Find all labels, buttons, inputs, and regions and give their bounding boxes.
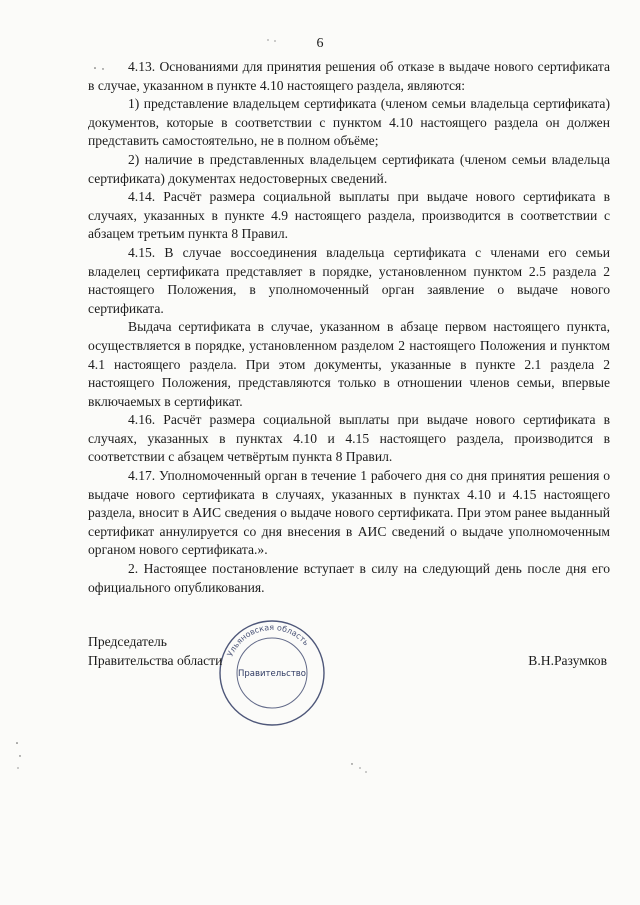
paragraph-effective-date: 2. Настоящее постановление вступает в силу на следующий день после дня его официального опубликования. — [88, 561, 610, 595]
signatory-title-line-2: Правительства области — [88, 653, 223, 668]
paragraph-4-16: 4.16. Расчёт размера социальной выплаты при выдаче нового сертификата в случаях, указанных в пунктах 4.10 и 4.15 настоящего раздела, производится в соответствии с абзацем четвёртым пункта 8 Правил. — [88, 412, 610, 465]
paragraph-4-13: 4.13. Основаниями для принятия решения об отказе в выдаче нового сертификата в случае, указанном в пункте 4.10 настоящего раздела, являются: — [88, 59, 610, 93]
official-seal-icon — [216, 617, 328, 729]
signatory-title — [88, 632, 222, 670]
paragraph-4-15-issuance: Выдача сертификата в случае, указанном в абзаце первом настоящего пункта, осуществляется в порядке, установленном разделом 2 настоящего Положения и пунктом 4.1 настоящего раздела. При этом документы, указанные в пункте 2.1 раздела 2 настоящего Положения, представляются только в отношении членов семьи, впервые включаемых в сертификат. — [88, 319, 610, 409]
page-number: 6 — [316, 36, 324, 51]
paragraph-4-13-item-2: 2) наличие в представленных владельцем сертификата (членом семьи владельца сертификата) документах недостоверных сведений. — [88, 151, 610, 186]
paragraph-4-13-item-1: 1) представление владельцем сертификата (членом семьи владельца сертификата) документов, которые в соответствии с пунктом 4.10 настоящего раздела он должен представить самостоятельно, не в полном объёме; — [88, 96, 610, 149]
signature-block — [88, 622, 610, 712]
seal-center-text: Правительство — [238, 669, 306, 679]
seal-ring-text: Ульяновская область — [225, 622, 311, 659]
paragraph-4-15: 4.15. В случае воссоединения владельца сертификата с членами его семьи владелец сертификата представляет в порядке, установленном пунктом 2.5 раздела 2 настоящего Положения, в уполномоченный орган заявление о выдаче нового сертификата. — [88, 244, 610, 316]
signatory-title-line-1: Председатель — [88, 634, 167, 649]
signatory-name: В.Н.Разумков — [528, 653, 607, 668]
document-body — [88, 58, 610, 597]
paragraph-4-17: 4.17. Уполномоченный орган в течение 1 рабочего дня со дня принятия решения о выдаче нового сертификата в случаях, указанных в пунктах 4.10 и 4.15 настоящего раздела, вносит в АИС сведения о выдаче нового сертификата. При этом ранее выданный сертификат аннулируется со дня внесения в АИС сведений о выдаче уполномоченным органом нового сертификата.». — [88, 468, 610, 558]
paragraph-4-14: 4.14. Расчёт размера социальной выплаты при выдаче нового сертификата в случаях, указанных в пункте 4.9 настоящего раздела, производится в соответствии с абзацем третьим пункта 8 Правил. — [88, 189, 610, 242]
